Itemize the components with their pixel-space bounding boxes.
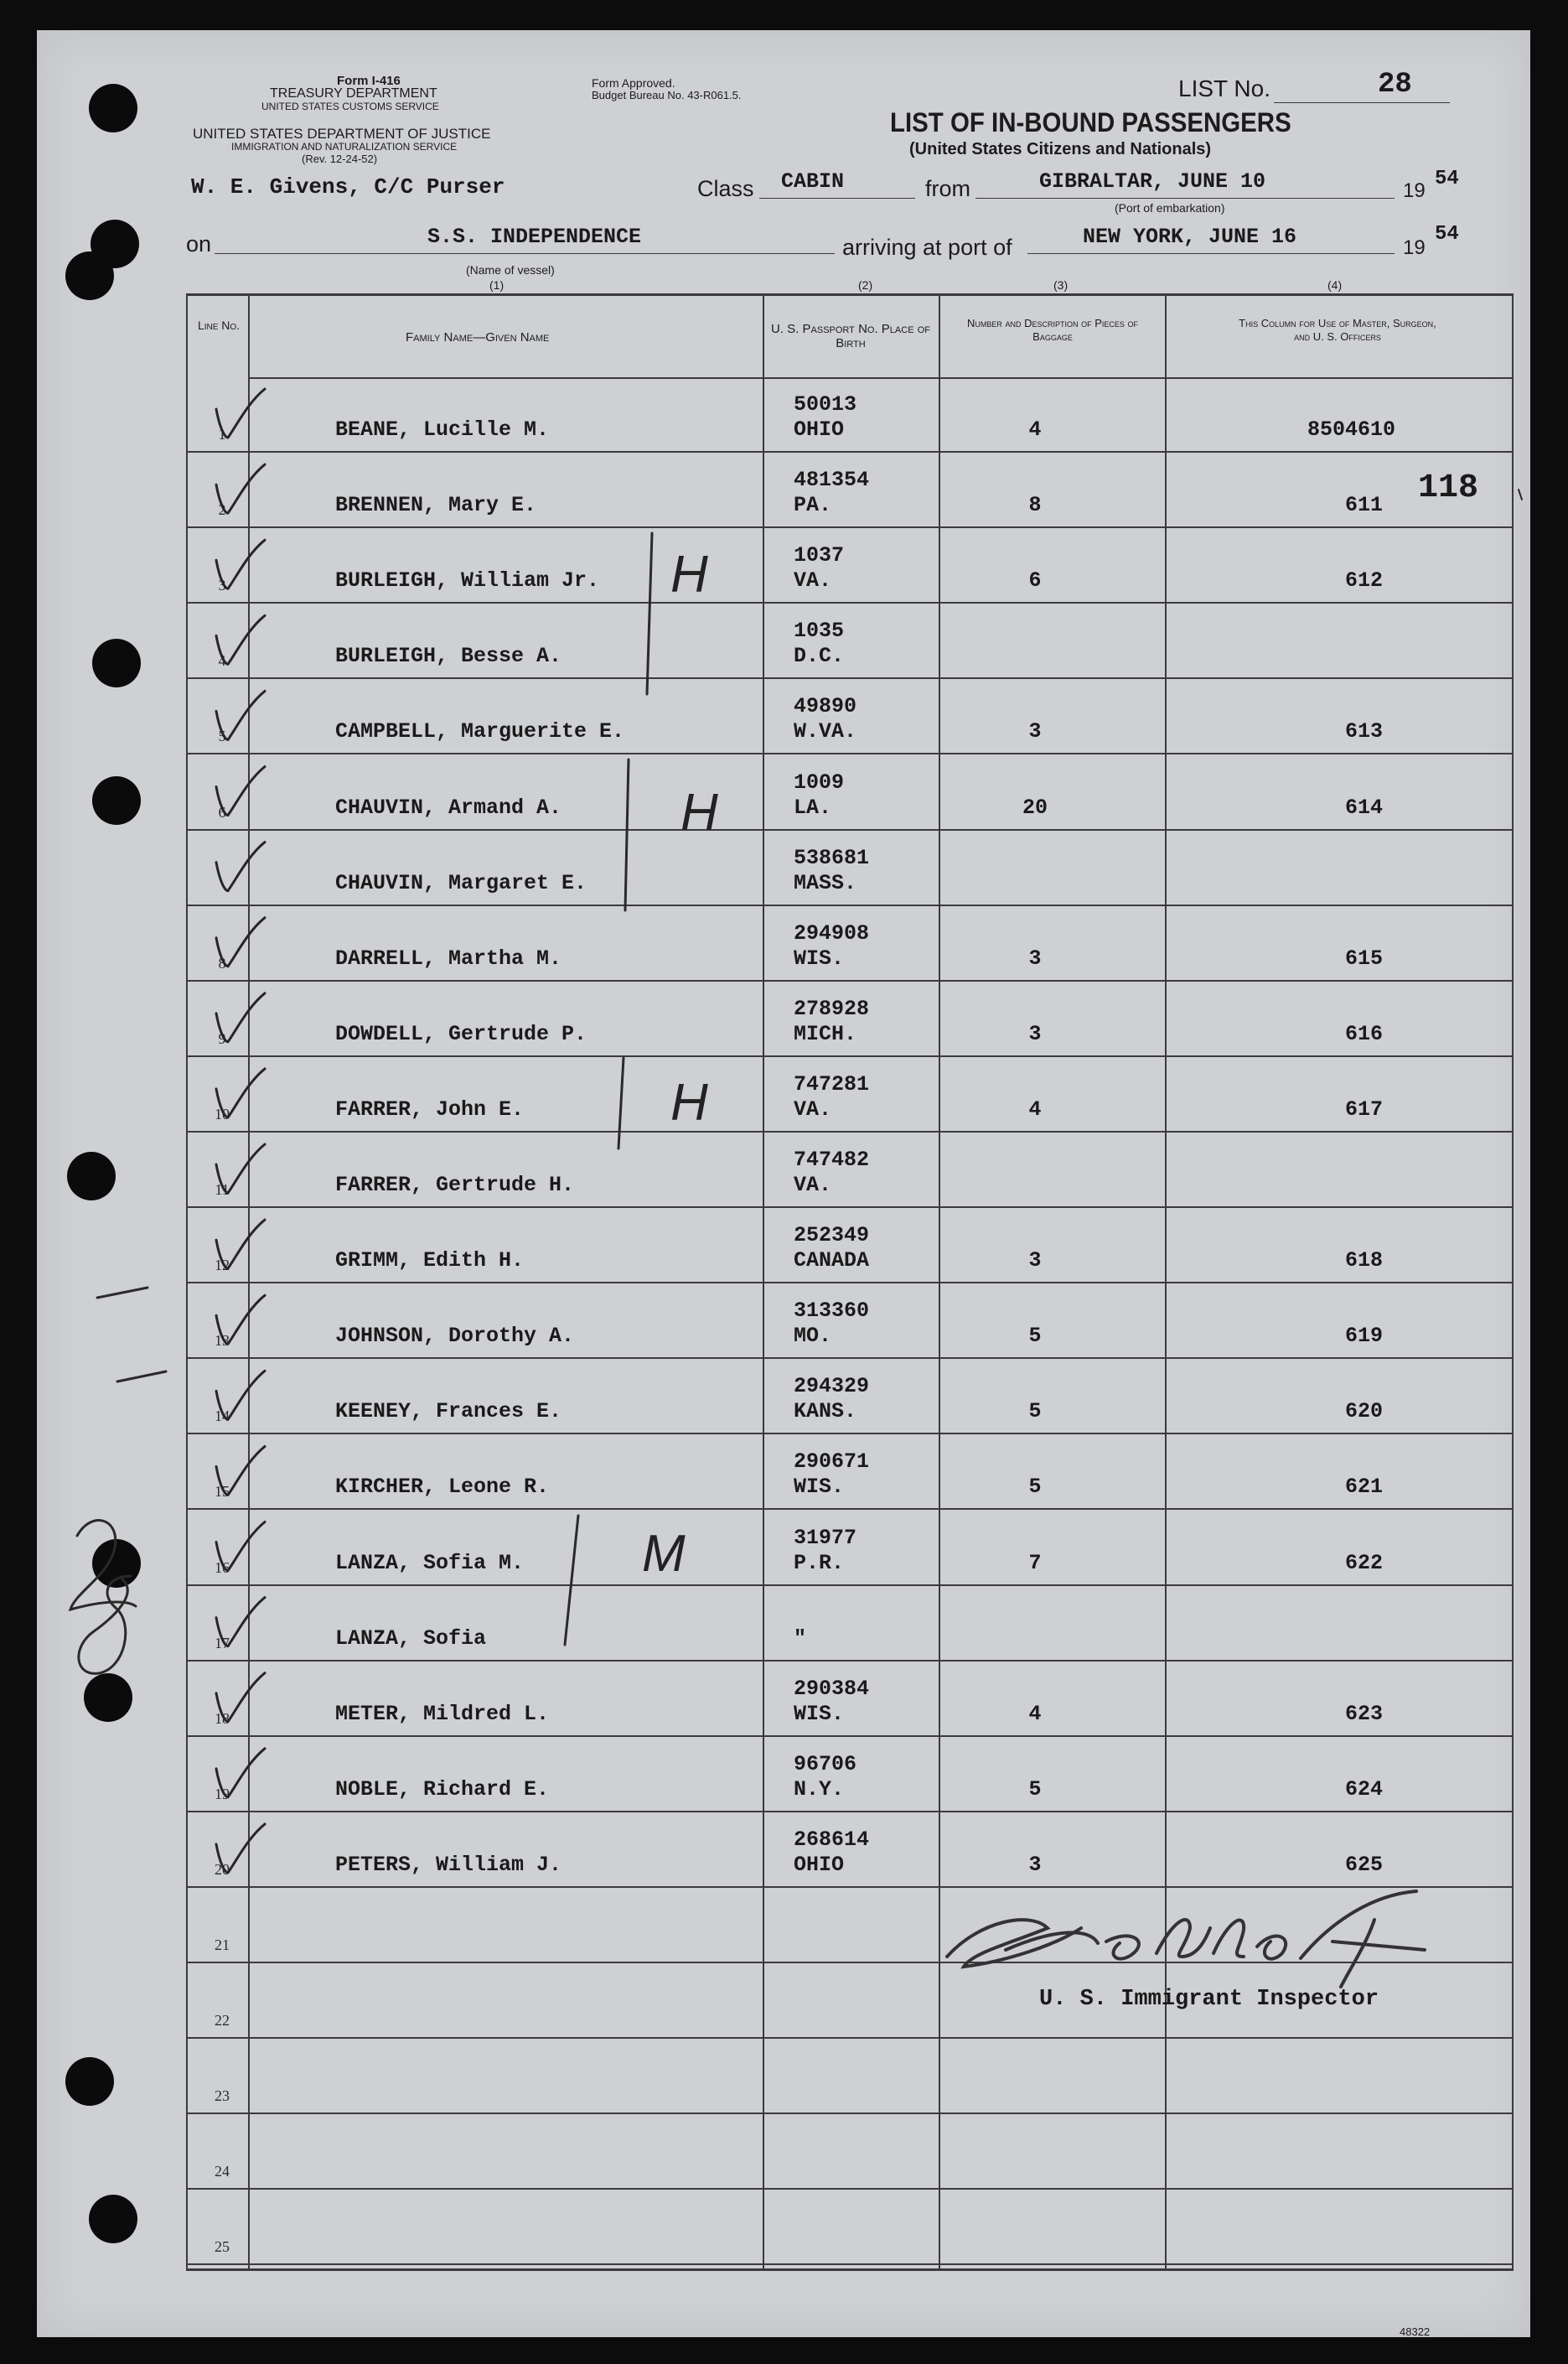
passport-number: 481354 — [794, 468, 870, 493]
table-row — [0, 2191, 1568, 2267]
col-num-4: (4) — [1327, 278, 1343, 292]
officer-reference: 623 — [1344, 1701, 1383, 1726]
line-number: 3 — [218, 577, 226, 594]
row-divider — [188, 1508, 1512, 1510]
baggage-count: 7 — [1028, 1550, 1042, 1575]
row-divider — [188, 905, 1512, 906]
officer-reference: 619 — [1344, 1324, 1383, 1349]
line-number: 6 — [218, 803, 226, 821]
line-number: 5 — [218, 728, 226, 745]
passenger-name: FARRER, Gertrude H. — [335, 1173, 575, 1198]
row-divider — [188, 1735, 1512, 1737]
handwritten-mark-M: M — [642, 1525, 686, 1583]
binder-hole — [65, 251, 114, 300]
passport-number: 538681 — [794, 845, 870, 870]
year-prefix-2: 19 — [1403, 236, 1426, 259]
passport-number: 49890 — [794, 694, 857, 719]
form-customs: UNITED STATES CUSTOMS SERVICE — [261, 101, 439, 112]
baggage-count: 8 — [1028, 493, 1042, 518]
purser-name: W. E. Givens, C/C Purser — [191, 174, 505, 200]
row-divider — [188, 602, 1512, 604]
header-officers: This Column for Use of Master, Surgeon, and U. S. Officers — [1239, 317, 1436, 343]
passport-number: 294908 — [794, 920, 870, 946]
row-divider — [188, 2263, 1512, 2265]
form-number: Form I-416 — [337, 74, 401, 88]
line-number: 9 — [218, 1029, 226, 1047]
table-row — [0, 1890, 1568, 1965]
officer-reference: 618 — [1344, 1248, 1383, 1273]
table-row — [0, 1588, 1568, 1663]
baggage-count: 3 — [1028, 719, 1042, 744]
place-of-birth: PA. — [794, 493, 832, 518]
passport-number: 747281 — [794, 1071, 870, 1096]
passenger-name: DARRELL, Martha M. — [335, 946, 562, 971]
passport-number: 290671 — [794, 1449, 870, 1475]
place-of-birth: MASS. — [794, 870, 857, 895]
officer-reference: 614 — [1344, 795, 1383, 820]
line-number: 17 — [215, 1634, 230, 1651]
baggage-count: 4 — [1028, 417, 1042, 443]
officer-reference: 611 — [1344, 493, 1383, 518]
year-prefix-1: 19 — [1403, 179, 1426, 202]
vessel-label: (Name of vessel) — [466, 263, 555, 277]
header-line-no: Line No. — [197, 319, 241, 332]
table-row — [0, 757, 1568, 832]
line-number: 18 — [215, 1709, 230, 1727]
place-of-birth: LA. — [794, 795, 832, 820]
row-divider — [188, 2188, 1512, 2190]
line-number: 12 — [215, 1257, 230, 1274]
passenger-name: BRENNEN, Mary E. — [335, 493, 537, 518]
officer-reference: 622 — [1344, 1550, 1383, 1575]
passenger-name: CHAUVIN, Armand A. — [335, 795, 562, 820]
binder-hole — [89, 84, 137, 132]
table-top-border — [186, 293, 1514, 296]
from-value: GIBRALTAR, JUNE 10 — [1039, 169, 1266, 194]
handwritten-mark-H: H — [681, 784, 718, 842]
officer-reference: 624 — [1344, 1776, 1383, 1802]
from-underline — [975, 198, 1395, 199]
passenger-name: BURLEIGH, Besse A. — [335, 644, 562, 669]
row-divider — [188, 1282, 1512, 1283]
list-no-label: LIST No. — [1178, 75, 1270, 101]
row-divider — [188, 1433, 1512, 1434]
baggage-count: 5 — [1028, 1399, 1042, 1424]
col-num-2: (2) — [858, 278, 873, 292]
passport-number: 31977 — [794, 1525, 857, 1550]
line-number: 19 — [215, 1785, 230, 1802]
passenger-name: PETERS, William J. — [335, 1852, 562, 1877]
table-row — [0, 1663, 1568, 1739]
passport-number: 1009 — [794, 770, 845, 795]
passenger-name: BURLEIGH, William Jr. — [335, 568, 600, 594]
place-of-birth: W.VA. — [794, 719, 857, 744]
row-divider — [188, 2037, 1512, 2039]
row-divider — [188, 1055, 1512, 1057]
row-divider — [188, 2113, 1512, 2114]
place-of-birth: D.C. — [794, 644, 845, 669]
table-row — [0, 2116, 1568, 2191]
line-number: 10 — [215, 1105, 230, 1122]
passenger-name: KEENEY, Frances E. — [335, 1399, 562, 1424]
passenger-name: LANZA, Sofia — [335, 1625, 487, 1651]
table-row — [0, 605, 1568, 681]
form-ins: IMMIGRATION AND NATURALIZATION SERVICE — [231, 141, 458, 153]
passenger-name: CAMPBELL, Marguerite E. — [335, 719, 625, 744]
officer-reference: 620 — [1344, 1399, 1383, 1424]
side-tally-number: 118 — [1418, 469, 1479, 507]
passenger-name: DOWDELL, Gertrude P. — [335, 1021, 587, 1046]
table-row — [0, 1361, 1568, 1436]
vessel-underline — [215, 253, 835, 254]
col-num-3: (3) — [1053, 278, 1069, 292]
line-number: 22 — [215, 2012, 230, 2030]
table-bottom-border — [186, 2268, 1514, 2271]
passport-number: 252349 — [794, 1223, 870, 1248]
line-number: 21 — [215, 1936, 230, 1954]
passenger-name: METER, Mildred L. — [335, 1701, 550, 1726]
place-of-birth: WIS. — [794, 946, 845, 971]
form-approval: Form Approved. — [592, 76, 675, 90]
table-row — [0, 681, 1568, 756]
document-title: LIST OF IN-BOUND PASSENGERS — [890, 107, 1291, 137]
row-divider — [188, 1357, 1512, 1359]
passenger-name: BEANE, Lucille M. — [335, 417, 550, 443]
baggage-count: 5 — [1028, 1324, 1042, 1349]
passport-number: 268614 — [794, 1827, 870, 1852]
baggage-count: 5 — [1028, 1776, 1042, 1802]
header-name: Family Name—Given Name — [406, 330, 550, 345]
place-of-birth: VA. — [794, 568, 832, 594]
officer-reference: 8504610 — [1307, 417, 1396, 443]
place-of-birth: VA. — [794, 1173, 832, 1198]
year-value-1: 54 — [1435, 168, 1459, 190]
place-of-birth: KANS. — [794, 1399, 857, 1424]
passport-number: 1037 — [794, 543, 845, 568]
passport-number: 50013 — [794, 392, 857, 417]
place-of-birth: WIS. — [794, 1475, 845, 1500]
passport-number: 747482 — [794, 1148, 870, 1173]
place-of-birth: N.Y. — [794, 1776, 845, 1802]
table-row — [0, 908, 1568, 983]
form-justice: UNITED STATES DEPARTMENT OF JUSTICE — [193, 126, 491, 142]
row-divider — [188, 677, 1512, 679]
from-label: from — [925, 176, 970, 201]
passport-number: 1035 — [794, 619, 845, 644]
baggage-count: 20 — [1022, 795, 1048, 820]
place-of-birth: OHIO — [794, 1852, 845, 1877]
on-label: on — [186, 231, 212, 257]
vessel-name: S.S. INDEPENDENCE — [427, 225, 642, 249]
form-rev: (Rev. 12-24-52) — [302, 153, 378, 165]
header-baggage: Number and Description of Pieces of Baggage — [966, 317, 1139, 343]
place-of-birth: OHIO — [794, 417, 845, 443]
arrival-underline — [1027, 253, 1395, 254]
table-row — [0, 1436, 1568, 1511]
table-row — [0, 1285, 1568, 1361]
line-number: 20 — [215, 1860, 230, 1878]
line-number: 11 — [215, 1181, 230, 1199]
baggage-count: 6 — [1028, 568, 1042, 594]
passenger-name: NOBLE, Richard E. — [335, 1776, 550, 1802]
table-row — [0, 454, 1568, 530]
line-number: 16 — [215, 1558, 230, 1576]
table-row — [0, 379, 1568, 454]
place-of-birth: WIS. — [794, 1701, 845, 1726]
passenger-name: KIRCHER, Leone R. — [335, 1475, 550, 1500]
row-divider — [188, 1131, 1512, 1133]
table-row — [0, 2040, 1568, 2116]
officer-reference: 616 — [1344, 1021, 1383, 1046]
table-row — [0, 1814, 1568, 1890]
table-row — [0, 832, 1568, 908]
line-number: 8 — [218, 954, 226, 972]
handwritten-mark-H: H — [670, 1074, 708, 1132]
row-divider — [188, 1811, 1512, 1812]
row-divider — [188, 1584, 1512, 1586]
table-row — [0, 1512, 1568, 1588]
row-divider — [188, 1660, 1512, 1662]
passport-number: 313360 — [794, 1299, 870, 1324]
list-no-underline — [1274, 102, 1450, 103]
officer-reference: 612 — [1344, 568, 1383, 594]
passenger-name: CHAUVIN, Margaret E. — [335, 870, 587, 895]
baggage-count: 3 — [1028, 1852, 1042, 1877]
row-divider — [188, 980, 1512, 982]
year-value-2: 54 — [1435, 223, 1459, 246]
line-number: 23 — [215, 2087, 230, 2105]
row-divider — [188, 1206, 1512, 1208]
officer-reference: 613 — [1344, 719, 1383, 744]
table-row — [0, 530, 1568, 605]
officer-reference: 615 — [1344, 946, 1383, 971]
arrival-port: NEW YORK, JUNE 16 — [1083, 225, 1297, 249]
row-divider — [188, 1886, 1512, 1888]
table-row — [0, 1739, 1568, 1814]
row-divider — [188, 829, 1512, 831]
inspector-label: U. S. Immigrant Inspector — [1039, 1987, 1379, 2012]
line-number: 13 — [215, 1332, 230, 1350]
document-subtitle: (United States Citizens and Nationals) — [909, 140, 1212, 158]
officer-reference: 621 — [1344, 1475, 1383, 1500]
baggage-count: 4 — [1028, 1096, 1042, 1122]
baggage-count: 3 — [1028, 1248, 1042, 1273]
place-of-birth: P.R. — [794, 1550, 845, 1575]
passenger-name: GRIMM, Edith H. — [335, 1248, 525, 1273]
line-number: 4 — [218, 652, 226, 670]
form-budget: Budget Bureau No. 43-R061.5. — [592, 89, 742, 101]
form-code: 48322 — [1400, 2325, 1431, 2338]
line-number: 24 — [215, 2163, 230, 2180]
row-divider — [188, 526, 1512, 528]
line-number: 25 — [215, 2238, 230, 2256]
place-of-birth: CANADA — [794, 1248, 870, 1273]
form-dept: TREASURY DEPARTMENT — [270, 86, 437, 101]
row-divider — [188, 451, 1512, 453]
class-value: CABIN — [781, 169, 845, 194]
port-embark-label: (Port of embarkation) — [1115, 201, 1225, 215]
baggage-count: 3 — [1028, 946, 1042, 971]
header-passport: U. S. Passport No. Place of Birth — [771, 322, 930, 350]
arriving-label: arriving at port of — [842, 235, 1012, 260]
passport-number: 290384 — [794, 1676, 870, 1701]
officer-reference: 625 — [1344, 1852, 1383, 1877]
baggage-count: 3 — [1028, 1021, 1042, 1046]
passport-number: 96706 — [794, 1751, 857, 1776]
table-row — [0, 983, 1568, 1059]
place-of-birth: MO. — [794, 1324, 832, 1349]
class-label: Class — [697, 176, 754, 201]
list-no-value: 28 — [1378, 69, 1412, 101]
passport-number: 278928 — [794, 996, 870, 1021]
baggage-count: 4 — [1028, 1701, 1042, 1726]
line-number: 2 — [218, 501, 226, 519]
officer-reference: 617 — [1344, 1096, 1383, 1122]
line-number: 15 — [215, 1483, 230, 1501]
row-divider — [188, 1962, 1512, 1963]
place-of-birth: MICH. — [794, 1021, 857, 1046]
baggage-count: 5 — [1028, 1475, 1042, 1500]
line-number: 14 — [215, 1408, 230, 1425]
passenger-name: FARRER, John E. — [335, 1096, 525, 1122]
table-row — [0, 1059, 1568, 1134]
table-row — [0, 1134, 1568, 1210]
col-num-1: (1) — [489, 278, 505, 292]
place-of-birth: " — [794, 1625, 807, 1651]
passport-number: 294329 — [794, 1374, 870, 1399]
line-number: 1 — [218, 426, 226, 443]
passenger-name: LANZA, Sofia M. — [335, 1550, 525, 1575]
place-of-birth: VA. — [794, 1096, 832, 1122]
table-row — [0, 1210, 1568, 1285]
passenger-name: JOHNSON, Dorothy A. — [335, 1324, 575, 1349]
handwritten-mark-H: H — [670, 546, 708, 604]
class-underline — [759, 198, 915, 199]
row-divider — [188, 753, 1512, 754]
